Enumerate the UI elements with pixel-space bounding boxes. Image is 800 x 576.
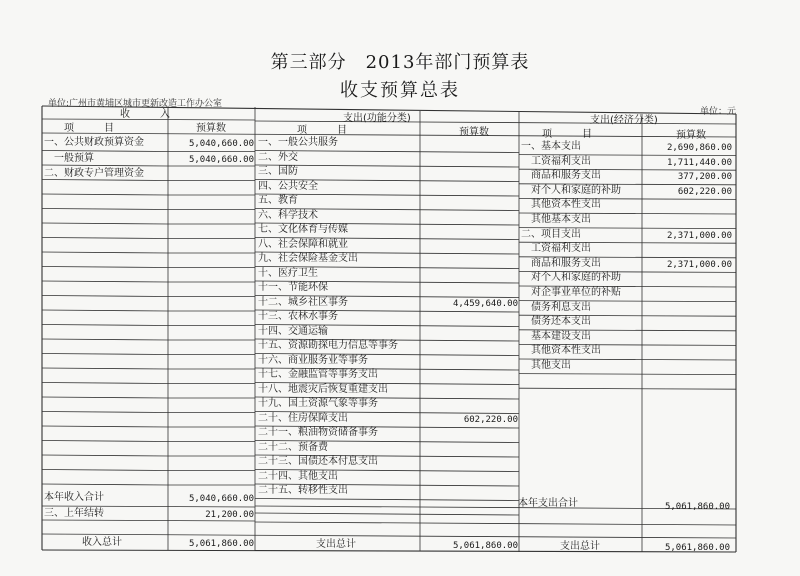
func-item: 十、医疗卫生	[258, 267, 318, 279]
expense-total-label: 本年支出合计	[518, 498, 578, 509]
grid-line	[42, 534, 736, 538]
func-item: 二十四、其他支出	[258, 470, 338, 482]
func-amount: 602,220.00	[463, 414, 518, 425]
grid-line	[42, 455, 168, 456]
unit-label: 单位:广州市黄埔区城市更新改造工作办公室	[48, 99, 223, 109]
econ-item: 商品和服务支出	[521, 257, 601, 269]
econ-item: 二、项目支出	[521, 228, 581, 240]
grand-income-label: 收入总计	[82, 537, 122, 548]
income-item: 二、财政专户管理资金	[44, 168, 144, 179]
header-econ: 支出(经济分类)	[590, 115, 658, 126]
grid-line	[519, 374, 736, 375]
func-item: 十一、节能环保	[258, 282, 328, 293]
econ-amount: 2,371,000.00	[666, 259, 732, 270]
grid-line	[42, 550, 736, 552]
econ-item: 其他资本性支出	[521, 199, 601, 211]
grid-line	[42, 368, 168, 369]
econ-amount: 602,220.00	[677, 186, 732, 197]
grid-line	[255, 513, 519, 515]
func-amount: 4,459,640.00	[452, 298, 518, 309]
func-item: 七、文化体育与传媒	[258, 224, 348, 235]
econ-item: 商品和服务支出	[521, 170, 601, 182]
func-item: 五、教育	[258, 195, 298, 206]
carryover-amount: 21,200.00	[205, 510, 254, 520]
income-total-label: 本年收入合计	[44, 492, 104, 503]
header-budget-left: 预算数	[196, 123, 226, 134]
func-item: 十五、资源勘探电力信息等事务	[258, 340, 398, 351]
grid-line	[42, 441, 168, 442]
header-item-left: 项 目	[64, 123, 114, 134]
header-budget-mid: 预算数	[459, 127, 489, 138]
func-item: 二十二、预备费	[258, 441, 328, 453]
func-item: 十二、城乡社区事务	[258, 296, 348, 308]
func-item: 九、社会保险基金支出	[258, 253, 358, 264]
grid-line	[42, 412, 168, 413]
grid-line	[42, 281, 168, 282]
econ-item: 对个人和家庭的补助	[521, 272, 621, 284]
grid-line	[42, 426, 168, 427]
econ-item: 工资福利支出	[521, 243, 591, 255]
grid-line	[42, 133, 736, 137]
func-item: 四、公共安全	[258, 180, 318, 192]
grid-line	[42, 383, 168, 384]
grid-line	[42, 470, 168, 471]
func-item: 十六、商业服务业等事务	[258, 354, 368, 366]
grid-line	[255, 121, 736, 124]
func-item: 十九、国土资源气象等事务	[258, 398, 378, 409]
header-item-right: 项 目	[542, 129, 592, 140]
func-item: 二十三、国债还本付息支出	[258, 456, 378, 467]
grid-line	[42, 506, 255, 507]
func-item: 二、外交	[258, 151, 298, 163]
func-item: 十八、地震灾后恢复重建支出	[258, 383, 388, 395]
grid-line	[42, 252, 168, 253]
econ-amount: 377,200.00	[677, 172, 732, 183]
grand-func-label: 支出总计	[316, 539, 356, 550]
func-item: 二十五、转移性支出	[258, 485, 348, 496]
econ-item: 其他支出	[521, 360, 571, 371]
func-item: 二十、住房保障支出	[258, 412, 348, 424]
header-item-mid: 项 目	[297, 125, 347, 136]
grid-line	[42, 397, 168, 398]
grid-line	[42, 151, 168, 152]
func-item: 十四、交通运输	[258, 325, 328, 337]
econ-amount: 2,371,000.00	[666, 230, 732, 241]
econ-item: 一、基本支出	[521, 141, 581, 152]
grand-econ-label: 支出总计	[560, 541, 600, 552]
income-item: 一般预算	[44, 153, 94, 164]
income-item: 一、公共财政预算资金	[44, 137, 144, 148]
econ-item: 债务还本支出	[521, 316, 591, 328]
func-item: 三、国防	[258, 166, 298, 177]
econ-amount: 2,690,860.00	[666, 143, 732, 153]
header-income: 收 入	[120, 109, 170, 120]
grid-line	[42, 238, 168, 239]
grand-income-amount: 5,061,860.00	[188, 539, 254, 549]
grid-line	[255, 522, 736, 525]
econ-item: 债务利息支出	[521, 301, 591, 313]
carryover-label: 三、上年结转	[44, 508, 104, 519]
econ-item: 基本建设支出	[521, 330, 591, 342]
grand-func-amount: 5,061,860.00	[452, 541, 518, 551]
page-title: 第三部分 2013年部门预算表	[270, 52, 530, 73]
grand-econ-amount: 5,061,860.00	[664, 543, 730, 553]
header-budget-right: 预算数	[676, 130, 706, 141]
func-item: 六、科学技术	[258, 209, 318, 221]
econ-item: 对个人和家庭的补助	[521, 184, 621, 196]
income-total-amount: 5,040,660.00	[188, 494, 254, 504]
func-item: 一、一般公共服务	[258, 137, 338, 148]
econ-item: 对企事业单位的补贴	[521, 287, 621, 298]
grid-line	[42, 194, 168, 195]
grid-line	[42, 354, 168, 355]
econ-item: 工资福利支出	[521, 155, 591, 167]
func-item: 十七、金融监管等事务支出	[258, 369, 378, 380]
header-func: 支出(功能分类)	[343, 113, 411, 124]
expense-total-amount: 5,061,860.00	[664, 502, 730, 512]
income-amount: 5,040,660.00	[188, 139, 254, 149]
grid-line	[42, 310, 168, 311]
grid-line	[42, 484, 168, 485]
grid-line	[42, 267, 168, 268]
grid-line	[519, 388, 736, 389]
grid-line	[42, 296, 168, 297]
currency-unit-label: 单位：元	[700, 107, 737, 117]
func-item: 八、社会保障和就业	[258, 238, 348, 250]
econ-item: 其他资本性支出	[521, 345, 601, 357]
grid-line	[255, 499, 519, 501]
grid-line	[42, 223, 168, 224]
grid-line	[42, 165, 168, 166]
grid-line	[42, 325, 168, 326]
func-item: 十三、农林水事务	[258, 311, 338, 322]
grid-line	[42, 209, 168, 210]
table-title: 收支预算总表	[340, 80, 460, 101]
econ-item: 其他基本支出	[521, 214, 591, 225]
func-item: 二十一、粮油物资储备事务	[258, 427, 378, 438]
income-amount: 5,040,660.00	[188, 155, 254, 165]
econ-amount: 1,711,440.00	[666, 157, 732, 168]
grid-line	[42, 339, 168, 340]
